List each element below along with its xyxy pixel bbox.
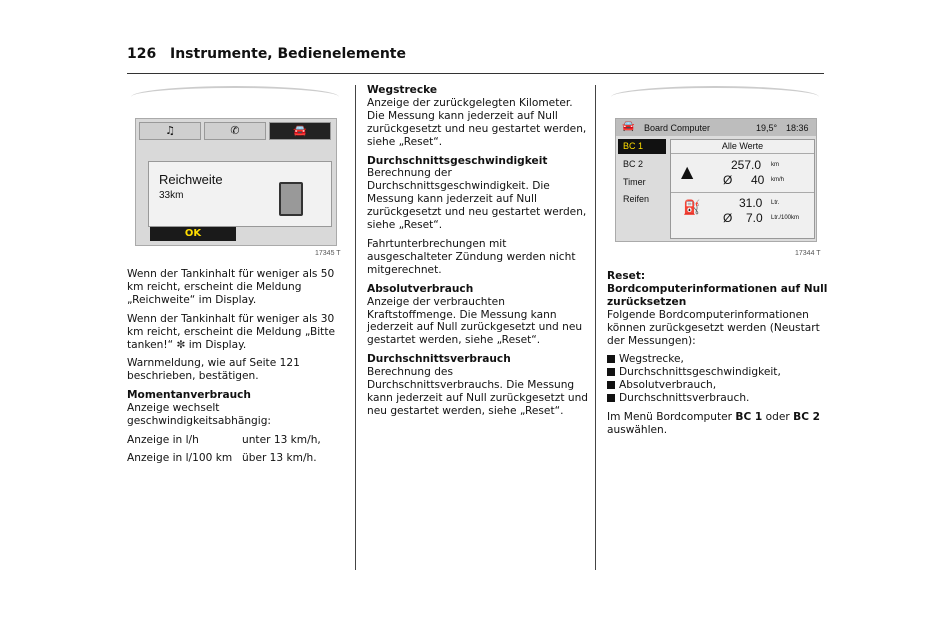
paragraph: Anzeige der zurückgelegten Kilometer. Die Messung kann jederzeit auf Null zurückgesetzt und neu gestartet werden, siehe „Reset“. [367,96,587,148]
figure-ref: 17344 T [795,250,821,257]
avg-consumption-unit: Ltr./100km [771,215,800,221]
menu-item-reifen: Reifen [623,194,650,204]
car-tab-icon: 🚘 [269,122,331,140]
screen-title: Board Computer [644,123,711,133]
heading: Absolutverbrauch [367,282,474,295]
display-housing [611,86,819,108]
fuel-pump-icon [279,182,303,216]
heading: Momentanverbrauch [127,389,251,402]
figure-board-computer [607,86,823,256]
phone-tab-icon: ✆ [204,122,266,140]
fuel-used-unit: Ltr. [771,200,780,206]
bullet-icon [607,381,615,389]
paragraph: Im Menü Bordcomputer BC 1 oder BC 2 auswählen. [607,411,821,436]
fuel-used-value: 31.0 [739,196,763,210]
paragraph: Anzeige der verbrauchten Kraftstoffmenge. Die Messung kann jederzeit auf Null zurückgesetzt und neu gestartet werden, siehe „Reset“. [367,295,583,347]
heading: Reset: [607,270,646,282]
column-1 [127,268,349,470]
column-divider [355,85,356,570]
paragraph: Berechnung des Durchschnittsverbrauchs. Die Messung kann jederzeit auf Null zurückgesetzt und neu gestartet werden, siehe „Reset“. [367,366,589,417]
table-row [127,452,349,465]
paragraph: Folgende Bordcomputerinformationen können zurückgesetzt werden (Neustart der Messungen): [607,308,820,347]
avg-speed-unit: km/h [771,177,785,183]
menu-item-timer: Timer [623,177,646,187]
page-number: 126 [127,46,157,62]
table-cell: über 13 km/h. [242,451,317,464]
bullet-icon [607,394,615,402]
paragraph: Berechnung der Durchschnittsgeschwindigkeit. Die Messung kann jederzeit auf Null zurückgesetzt und neu gestartet werden, siehe „Reset“. [367,167,587,232]
message-panel [148,161,332,227]
ok-button: OK [150,227,236,241]
clock: 18:36 [786,123,809,133]
heading: Durchschnittsgeschwindigkeit [367,154,548,167]
menu-item-bc2: BC 2 [623,159,644,169]
column-2 [367,84,589,424]
avg-speed-value: 40 [751,173,765,187]
table-cell: Anzeige in l/h [127,433,199,446]
temperature: 19,5° [756,123,778,133]
table-row [127,434,349,447]
avg-symbol: Ø [723,211,733,225]
fuel-pump-icon: ⛽ [683,200,701,216]
distance-value: 257.0 [731,158,762,172]
music-tab-icon: ♫ [139,122,201,140]
list-item: Absolutverbrauch, [607,379,829,392]
heading: Wegstrecke [367,84,438,96]
distance-unit: km [771,162,779,168]
table-cell: unter 13 km/h, [242,433,321,446]
status-bar [616,119,816,136]
header-divider [127,73,824,74]
paragraph: Wenn der Tankinhalt für weniger als 30 km reicht, erscheint die Meldung „Bitte tanken!“ ✼ im Display. [127,312,336,351]
heading: Durchschnittsverbrauch [367,353,511,366]
heading: Bordcomputerinformationen auf Null zurücksetzen [607,282,828,308]
paragraph: Fahrtunterbrechungen mit ausgeschalteter Zündung werden nicht mitgerechnet. [367,237,576,276]
bullet-icon [607,368,615,376]
paragraph: Wenn der Tankinhalt für weniger als 50 km reicht, erscheint die Meldung „Reichweite“ im Display. [127,268,335,306]
paragraph: Warnmeldung, wie auf Seite 121 beschrieben, bestätigen. [127,357,300,383]
list-item: Durchschnittsgeschwindigkeit, [607,366,829,379]
list-item: Durchschnittsverbrauch. [607,392,829,405]
range-distance: 33km [159,190,184,201]
display-screen [135,118,337,246]
road-icon: ▲ [681,162,694,181]
avg-consumption-value: 7.0 [746,211,763,225]
page-title: Instrumente, Bedienelemente [170,46,406,62]
bullet-icon [607,355,615,363]
avg-symbol: Ø [723,173,733,187]
values-panel [670,139,815,239]
display-housing [131,86,339,108]
paragraph: Anzeige wechselt geschwindigkeitsabhängig: [127,402,272,428]
table-cell: Anzeige in l/100 km [127,451,233,464]
column-divider [595,85,596,570]
panel-label: Alle Werte [671,140,814,154]
menu-item-bc1: BC 1 [618,139,666,154]
column-3 [607,270,829,443]
range-message: Reichweite [159,172,223,187]
figure-ref: 17345 T [315,250,341,257]
car-icon: 🚘 [622,121,635,132]
figure-range-display [127,86,343,257]
list-item: Wegstrecke, [607,353,829,366]
divider [671,192,814,193]
display-screen [615,118,817,242]
